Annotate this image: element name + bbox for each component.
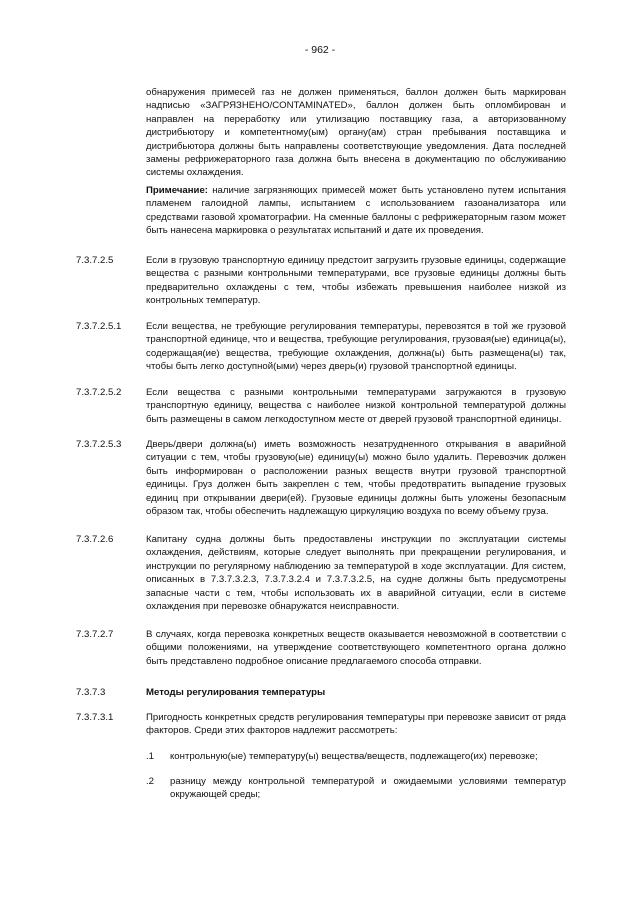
section-heading: Методы регулирования температуры — [146, 687, 326, 698]
section-text: Пригодность конкретных средств регулирования температуры при перевозке зависит от ряда факторов. Среди этих факторов надлежит рассмотреть: — [146, 712, 566, 737]
intro-paragraph: обнаружения примесей газ не должен применяться, баллон должен быть маркирован надписью «ЗАГРЯЗНЕНО/CONTAMINATED», баллон должен быть опломбирован и направлен на переработку или утилизацию поставщику газа, а авторизованному дистрибьютору и компетентному(ым) органу(ам) стран пребывания поставщика и дистрибьютора должны быть направлены соответствующие уведомления. Дата последней замены рефрижераторного газа должна быть внесена в документацию по обслуживанию системы охлаждения. — [146, 87, 566, 179]
list-item-marker: .1 — [146, 751, 155, 762]
section-number: 7.3.7.2.5 — [76, 255, 114, 266]
section-number: 7.3.7.2.6 — [76, 534, 114, 545]
list-item-text: разницу между контрольной температурой и ожидаемыми условиями температур окружающей среды; — [170, 776, 566, 801]
list-item-text: контрольную(ые) температуру(ы) вещества/веществ, подлежащего(их) перевозке; — [170, 751, 538, 762]
section-number: 7.3.7.3.1 — [76, 712, 114, 723]
section-text: В случаях, когда перевозка конкретных веществ оказывается невозможной в соответствии с общими положениями, на утверждение соответствующего компетентного органа должно быть представлено подробное описание предлагаемого способа отправки. — [146, 629, 566, 667]
section-text: Если вещества с разными контрольными температурами загружаются в грузовую транспортную единицу, вещества с наиболее низкой контрольной температурой должны быть размещены в самом легкодоступном месте от дверей грузовой транспортной единицы. — [146, 387, 566, 425]
page-number: - 962 - — [304, 44, 336, 56]
section-text: Если вещества, не требующие регулирования температуры, перевозятся в той же грузовой транспортной единице, что и вещества, требующие регулирования, грузовая(ые) единица(ы), содержащая(ие) вещества, требующие охлаждения, должна(ы) быть размещена(ы) так, чтобы быть легко доступной(ыми) через дверь(и) грузовой транспортной единицы. — [146, 321, 566, 373]
section-number: 7.3.7.2.5.1 — [76, 321, 122, 332]
section-text: Если в грузовую транспортную единицу предстоит загрузить грузовые единицы, содержащие вещества с разными контрольными температурами, все грузовые единицы должны быть предварительно охлаждены с тем, чтобы избежать превышения наиболее низкой из контрольных температур. — [146, 255, 566, 307]
list-item-marker: .2 — [146, 776, 155, 787]
section-number: 7.3.7.2.5.2 — [76, 387, 122, 398]
section-number: 7.3.7.2.5.3 — [76, 439, 122, 450]
note-paragraph — [146, 184, 566, 238]
note-label: Примечание: — [146, 185, 208, 196]
section-text: Капитану судна должны быть предоставлены инструкции по эксплуатации системы охлаждения, действиям, которые следует выполнять при прекращении регулирования, и инструкции по регулярному наблюдению за температурой в ходе эксплуатации. Для систем, описанных в 7.3.7.3.2.3, 7.3.7.3.2.4 и 7.3.7.3.2.5, на судне должны быть предусмотрены запасные части с тем, чтобы использовать их в аварийной ситуации, если в системе охлаждения при перевозке обнаружатся неисправности. — [146, 534, 566, 613]
note-text: наличие загрязняющих примесей может быть установлено путем испытания пламенем галоидной лампы, испытанием с использованием газоанализатора или средствами газовой хроматографии. На сменные баллоны с рефрижераторным газом может быть нанесена маркировка о результатах испытаний и дате их проведения. — [146, 185, 566, 237]
section-number: 7.3.7.3 — [76, 687, 106, 698]
section-number: 7.3.7.2.7 — [76, 629, 114, 640]
section-text: Дверь/двери должна(ы) иметь возможность незатрудненного открывания в аварийной ситуации с тем, чтобы грузовую(ые) единицу(ы) можно было удалить. Перевозчик должен быть информирован о расположении разных веществ внутри грузовой транспортной единицы. Груз должен быть закреплен с тем, чтобы предотвратить выпадение грузовых единиц при открывании двери(ей). Грузовые единицы должны быть уложены безопасным образом так, чтобы обеспечить надлежащую циркуляцию воздуха по всему объему груза. — [146, 439, 566, 518]
